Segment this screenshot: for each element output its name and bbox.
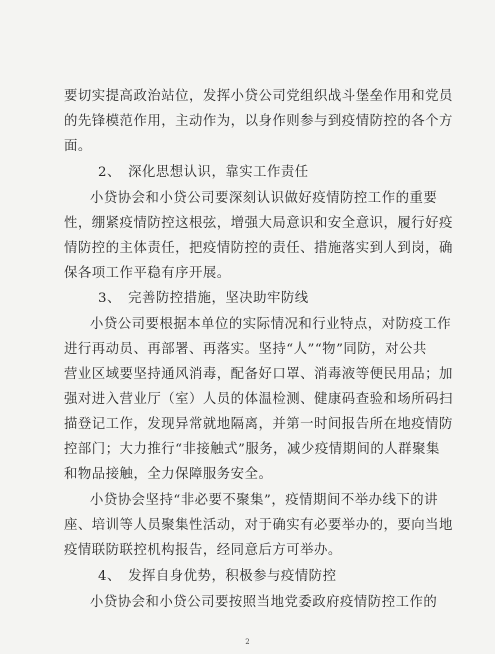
body-text-line: 进行再动员、再部署、再落实。坚持“人”“物”同防，对公共 <box>64 342 427 357</box>
body-text-line: 疫情联防联控机构报告，经同意后方可举办。 <box>64 543 342 558</box>
section-heading-3: 3、 完善防控措施，坚决助牢防线 <box>98 291 309 306</box>
body-text-line: 营业区域要坚持通风消毒，配备好口罩、消毒液等便民用品；加 <box>64 367 453 382</box>
body-text-line: 小贷公司要根据本单位的实际情况和行业特点，对防疫工作 <box>90 317 452 332</box>
body-text-line: 的先锋模范作用，主动作为，以身作则参与到疫情防控的各个方 <box>64 114 453 129</box>
section-heading-4: 4、 发挥自身优势，积极参与疫情防控 <box>98 569 337 584</box>
body-text-line: 小贷协会和小贷公司要深刻认识做好疫情防控工作的重要 <box>90 191 438 206</box>
body-text-line: 情防控的主体责任，把疫情防控的责任、措施落实到人到岗，确 <box>64 241 453 256</box>
body-text-line: 小贷协会坚持“非必要不聚集”，疫情期间不举办线下的讲 <box>90 493 439 508</box>
body-text-line: 要切实提高政治站位，发挥小贷公司党组织战斗堡垒作用和党员 <box>64 89 453 104</box>
body-text-line: 小贷协会和小贷公司要按照当地党委政府疫情防控工作的 <box>90 595 438 610</box>
body-text-line: 描登记工作，发现异常就地隔离，并第一时间报告所在地疫情防 <box>64 417 453 432</box>
body-text-line: 性，绷紧疫情防控这根弦，增强大局意识和安全意识，履行好疫 <box>64 216 453 231</box>
body-text-line: 和物品接触，全力保障服务安全。 <box>64 467 273 482</box>
body-text-line: 座、培训等人员聚集性活动，对于确实有必要举办的，要向当地 <box>64 518 453 533</box>
body-text-line: 保各项工作平稳有序开展。 <box>64 266 231 281</box>
body-text-line: 控部门；大力推行“非接触式”服务，减少疫情期间的人群聚集 <box>64 442 440 457</box>
body-text-line: 面。 <box>64 139 92 154</box>
section-heading-2: 2、 深化思想认识，靠实工作责任 <box>98 165 309 180</box>
page-number: 2 <box>245 638 250 646</box>
body-text-line: 强对进入营业厅（室）人员的体温检测、健康码查验和场所码扫 <box>64 392 453 407</box>
